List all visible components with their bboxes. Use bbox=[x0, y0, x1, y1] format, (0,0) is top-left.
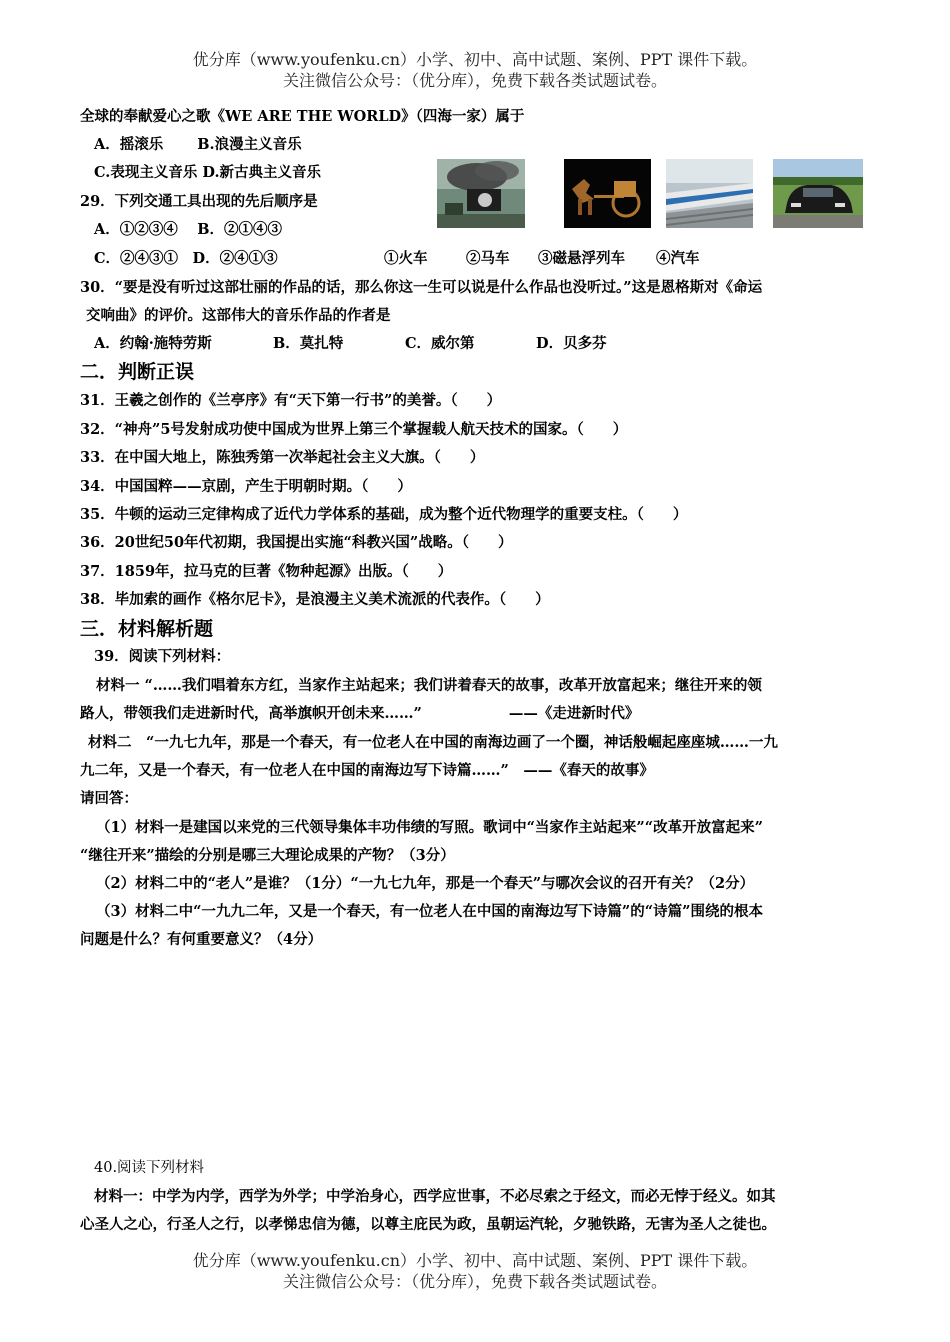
q39-question-3-line-1: （3）材料二中“一九九二年，又是一个春天，有一位老人在中国的南海边写下诗篇”的“诗篇”围绕的根本 bbox=[96, 903, 763, 920]
q38-item: 38．毕加索的画作《格尔尼卡》，是浪漫主义美术流派的代表作。（ ） bbox=[80, 591, 550, 608]
q34-item: 34．中国国粹——京剧，产生于明朝时期。（ ） bbox=[80, 478, 412, 495]
q29-label-car: ④汽车 bbox=[656, 250, 700, 267]
section-3-title: 三．材料解析题 bbox=[80, 618, 214, 640]
q30-option-d: D．贝多芬 bbox=[536, 335, 607, 352]
q31-item: 31．王羲之创作的《兰亭序》有“天下第一行书”的美誉。（ ） bbox=[80, 392, 502, 409]
steam-train-photo bbox=[437, 159, 525, 228]
q30-option-b: B．莫扎特 bbox=[273, 335, 344, 352]
q39-question-2: （2）材料二中的“老人”是谁？（1分）“一九七九年，那是一个春天”与哪次会议的召开有关？（2分） bbox=[96, 875, 755, 892]
q35-item: 35．牛顿的运动三定律构成了近代力学体系的基础，成为整个近代物理学的重要支柱。（ ） bbox=[80, 506, 688, 523]
q33-item: 33．在中国大地上，陈独秀第一次举起社会主义大旗。（ ） bbox=[80, 449, 485, 466]
q30-option-a: A．约翰·施特劳斯 bbox=[94, 335, 212, 352]
q39-question-3-line-2: 问题是什么？有何重要意义？（4分） bbox=[80, 931, 323, 948]
q29-label-carriage: ②马车 bbox=[466, 250, 510, 267]
q39-material-2-line-2: 九二年，又是一个春天，有一位老人在中国的南海边写下诗篇……” ——《春天的故事》 bbox=[80, 762, 654, 779]
horse-carriage-photo bbox=[564, 159, 651, 228]
q28-options-ab: A．摇滚乐 B.浪漫主义音乐 bbox=[94, 136, 302, 153]
q30-option-c: C．威尔第 bbox=[405, 335, 475, 352]
q39-material-2-line-1: 材料二 “一九七九年，那是一个春天，有一位老人在中国的南海边画了一个圈，神话般崛起座座城……一九 bbox=[88, 734, 778, 751]
section-2-title: 二．判断正误 bbox=[80, 361, 195, 383]
header-line-1: 优分库（www.youfenku.cn）小学、初中、高中试题、案例、PPT 课件下载。 bbox=[192, 50, 758, 69]
q30-stem-line-2: 交响曲》的评价。这部伟大的音乐作品的作者是 bbox=[86, 307, 391, 324]
q32-item: 32．“神舟”5号发射成功使中国成为世界上第三个掌握载人航天技术的国家。（ ） bbox=[80, 421, 628, 438]
q39-material-1-line-1: 材料一 “……我们唱着东方红，当家作主站起来；我们讲着春天的故事，改革开放富起来；继往开来的领 bbox=[96, 677, 762, 694]
q40-intro: 40.阅读下列材料 bbox=[94, 1160, 205, 1176]
q29-stem: 29．下列交通工具出现的先后顺序是 bbox=[80, 193, 318, 210]
q39-question-1-line-2: “继往开来”描绘的分别是哪三大理论成果的产物？（3分） bbox=[80, 847, 455, 864]
q28-stem: 全球的奉献爱心之歌《WE ARE THE WORLD》（四海一家）属于 bbox=[80, 108, 525, 125]
q39-prompt: 请回答： bbox=[80, 790, 138, 807]
q40-material-1-line-2: 心圣人之心，行圣人之行，以孝悌忠信为德，以尊主庇民为政，虽朝运汽轮，夕驰铁路，无害为圣人之徒也。 bbox=[80, 1216, 776, 1233]
q30-stem-line-1: 30．“要是没有听过这部壮丽的作品的话，那么你这一生可以说是什么作品也没听过。”这是恩格斯对《命运 bbox=[80, 279, 763, 296]
q28-options-cd: C.表现主义音乐 D.新古典主义音乐 bbox=[94, 164, 321, 181]
q39-material-1-line-2: 路人，带领我们走进新时代，高举旗帜开创未来……” ——《走进新时代》 bbox=[80, 705, 640, 722]
maglev-train-photo bbox=[666, 159, 753, 228]
q39-question-1-line-1: （1）材料一是建国以来党的三代领导集体丰功伟绩的写照。歌词中“当家作主站起来”“改革开放富起来” bbox=[96, 819, 763, 836]
footer-line-1: 优分库（www.youfenku.cn）小学、初中、高中试题、案例、PPT 课件下载。 bbox=[192, 1251, 758, 1270]
q39-intro: 39．阅读下列材料： bbox=[94, 648, 231, 665]
q29-label-train: ①火车 bbox=[384, 250, 428, 267]
footer-line-2: 关注微信公众号：（优分库），免费下载各类试题试卷。 bbox=[282, 1272, 667, 1291]
q37-item: 37．1859年，拉马克的巨著《物种起源》出版。（ ） bbox=[80, 563, 453, 580]
header-line-2: 关注微信公众号：（优分库），免费下载各类试题试卷。 bbox=[282, 71, 667, 90]
q36-item: 36．20世纪50年代初期，我国提出实施“科教兴国”战略。（ ） bbox=[80, 534, 513, 551]
q40-material-1-line-1: 材料一：中学为内学，西学为外学；中学治身心，西学应世事，不必尽索之于经文，而必无悖于经义。如其 bbox=[94, 1188, 776, 1205]
q29-label-maglev: ③磁悬浮列车 bbox=[538, 250, 625, 267]
car-photo bbox=[773, 159, 863, 228]
q29-options-cd: C．②④③① D．②④①③ bbox=[94, 250, 278, 267]
q29-options-ab: A．①②③④ B．②①④③ bbox=[94, 221, 283, 238]
